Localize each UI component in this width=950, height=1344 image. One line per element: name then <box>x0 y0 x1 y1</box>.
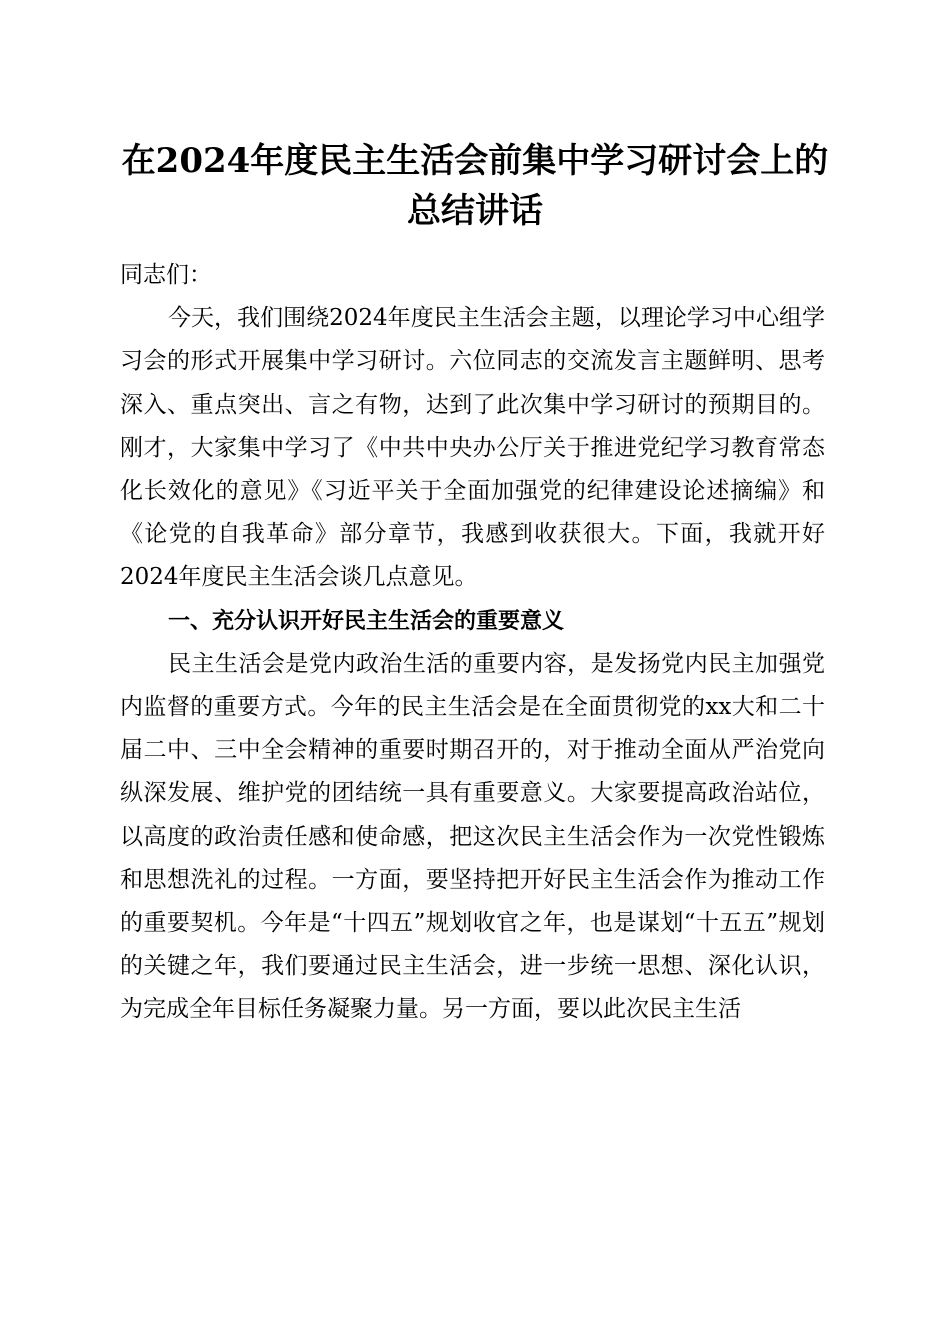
salutation: 同志们： <box>120 262 212 288</box>
document-body <box>120 254 825 1032</box>
section-heading: 一、充分认识开好民主生活会的重要意义 <box>168 608 565 634</box>
document-title: 在2024年度民主生活会前集中学习研讨会上的总结讲话 <box>121 141 829 231</box>
section-paragraph: 民主生活会是党内政治生活的重要内容，是发扬党内民主加强党内监督的重要方式。今年的民主生活会是在全面贯彻党的xx大和二十届二中、三中全会精神的重要时期召开的，对于推动全面从严治党向纵深发展、维护党的团结统一具有重要意义。大家要提高政治站位，以高度的政治责任感和使命感，把这次民主生活会作为一次党性锻炼和思想洗礼的过程。一方面，要坚持把开好民主生活会作为推动工作的重要契机。今年是“十四五”规划收官之年，也是谋划“十五五”规划的关键之年，我们要通过民主生活会，进一步统一思想、深化认识，为完成全年目标任务凝聚力量。另一方面，要以此次民主生活 <box>120 650 825 1023</box>
intro-paragraph: 今天，我们围绕2024年度民主生活会主题，以理论学习中心组学习会的形式开展集中学习研讨。六位同志的交流发言主题鲜明、思考深入、重点突出、言之有物，达到了此次集中学习研讨的预期目的。刚才，大家集中学习了《中共中央办公厅关于推进党纪学习教育常态化长效化的意见》《习近平关于全面加强党的纪律建设论述摘编》和《论党的自我革命》部分章节，我感到收获很大。下面，我就开好2024年度民主生活会谈几点意见。 <box>120 305 825 591</box>
